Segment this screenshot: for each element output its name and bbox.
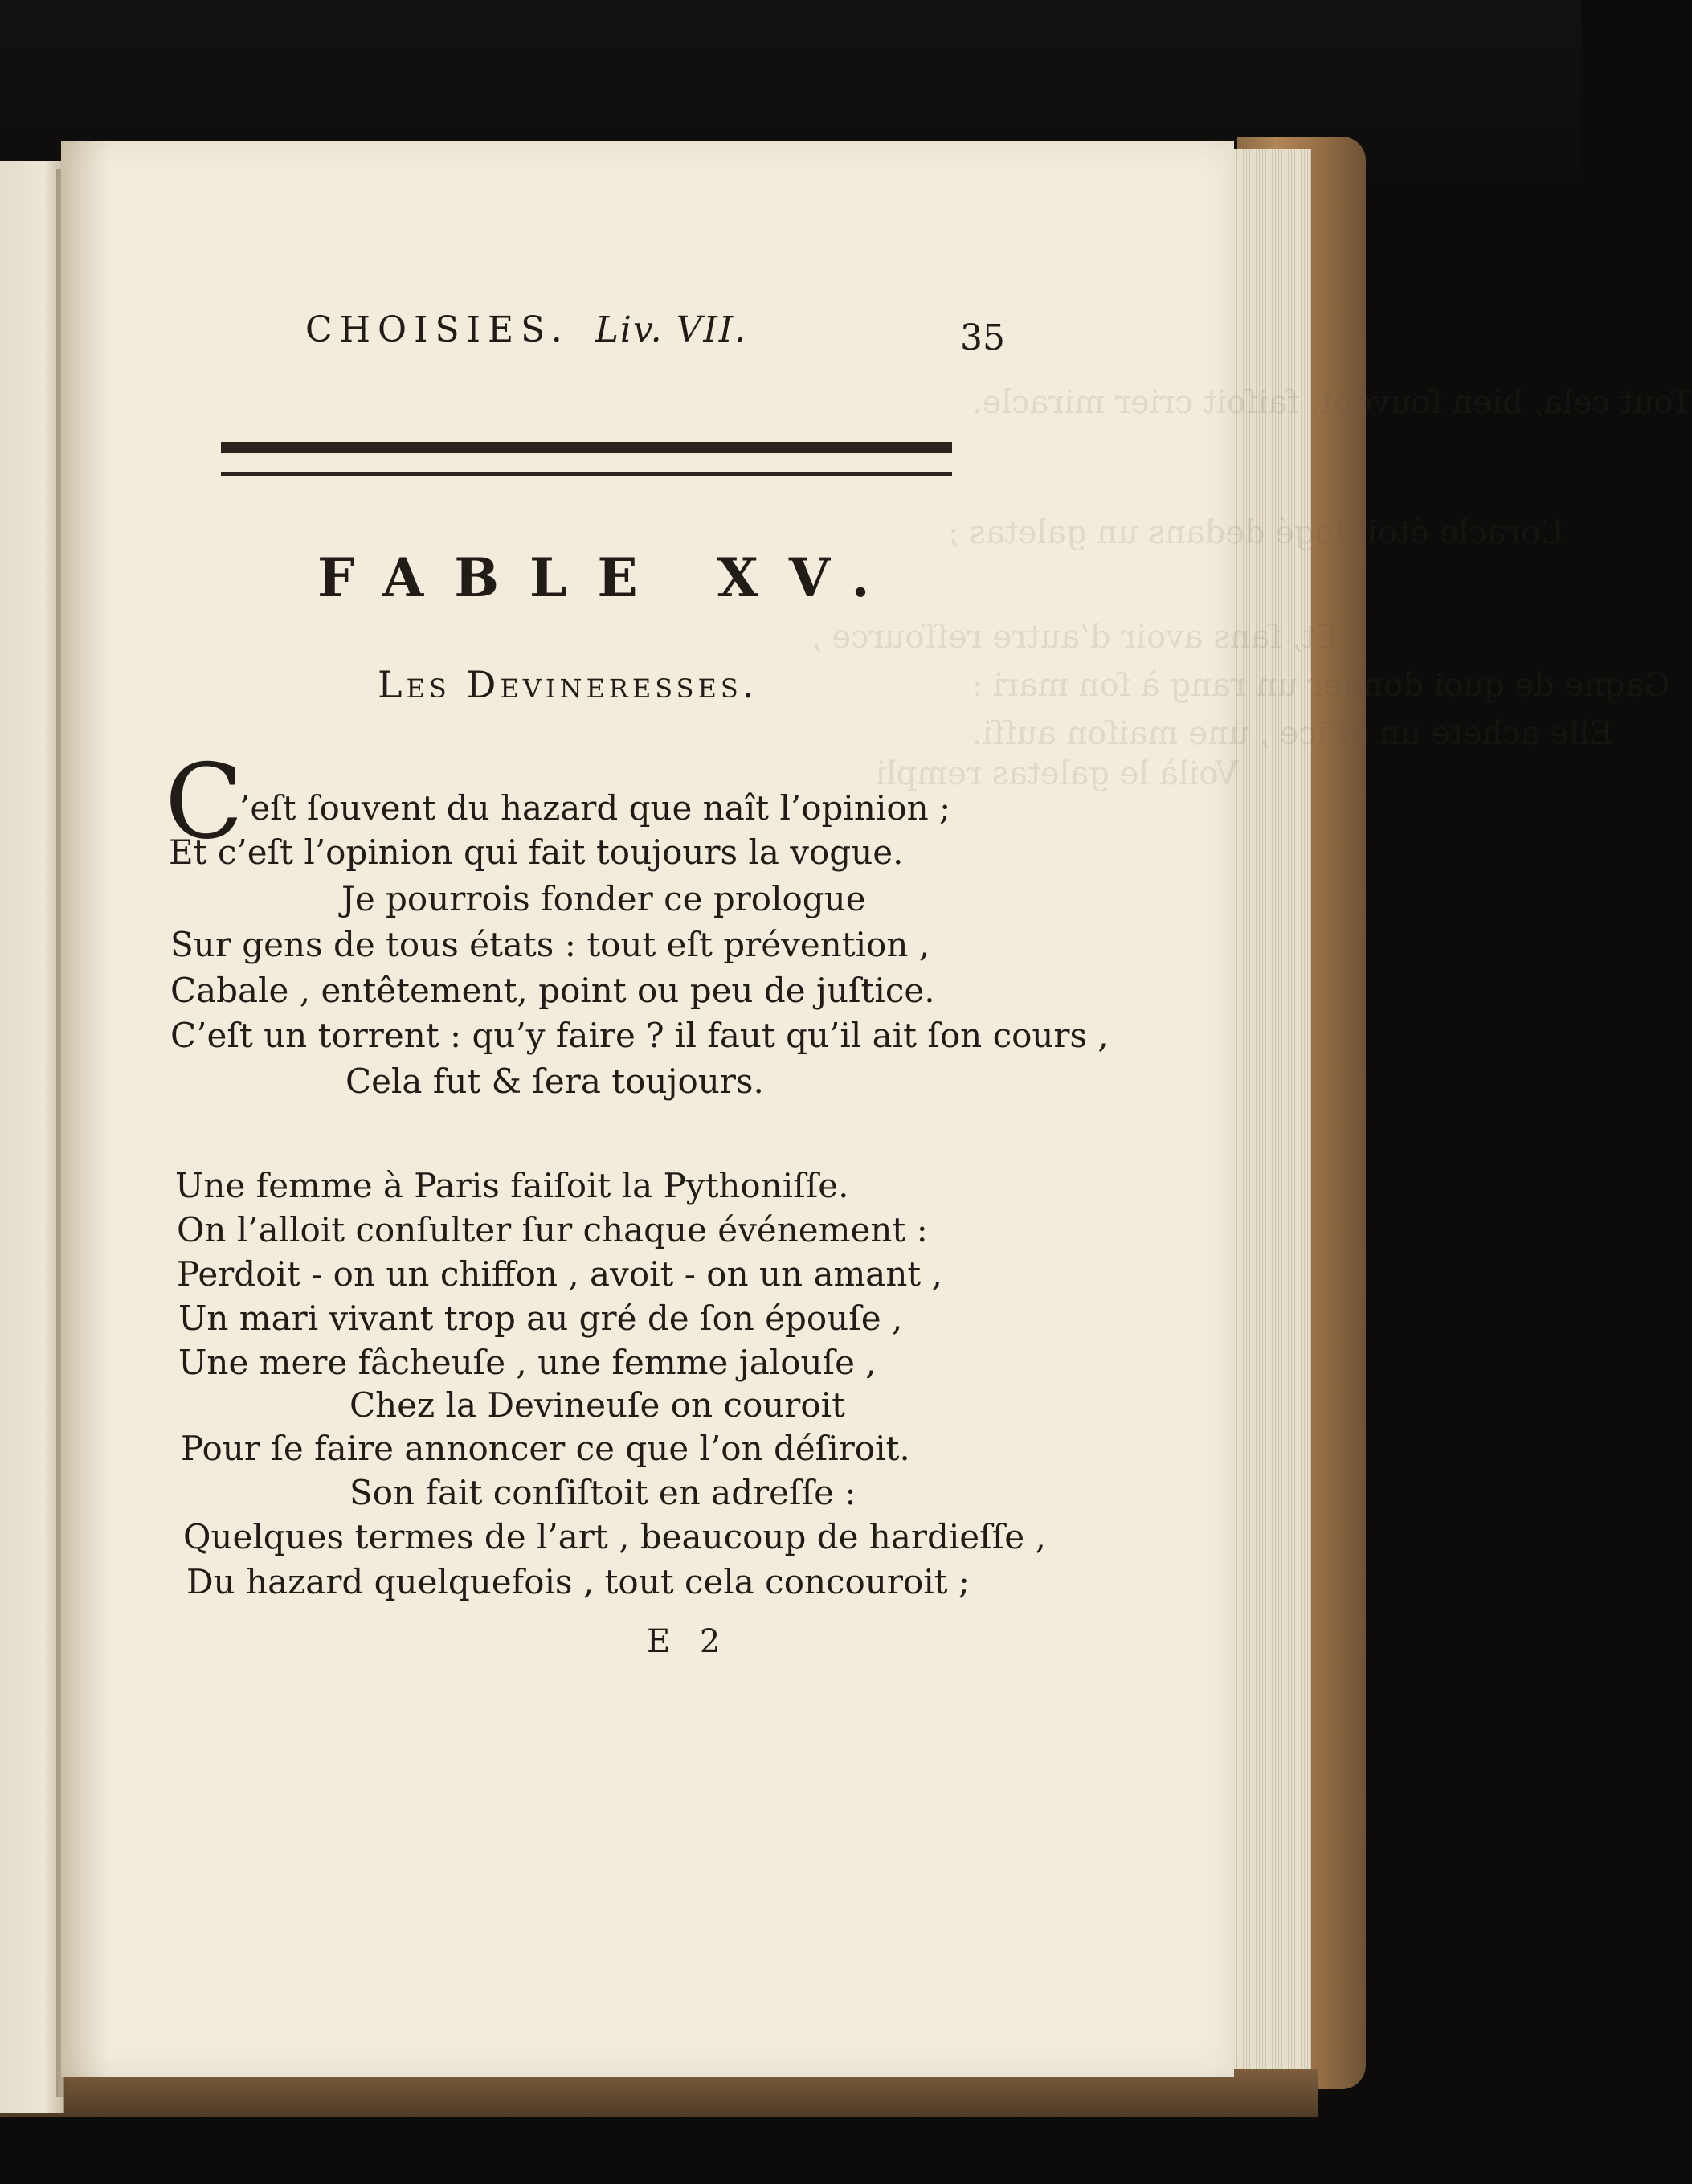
book-page (61, 141, 1234, 2077)
show-through-line: Et, ſans avoir d’autre reſſource , (811, 619, 1338, 656)
running-head (305, 309, 747, 350)
poem-line: Chez la Devineuſe on couroit (349, 1385, 845, 1425)
poem-line: Cela fut & ſera toujours. (345, 1061, 764, 1101)
fable-subtitle: Les Devineresses. (378, 663, 758, 706)
poem-line: C’eſt un torrent : qu’y faire ? il faut qu’il ait ſon cours , (170, 1016, 1109, 1055)
ornamental-rule (221, 442, 952, 453)
poem-line: Quelques termes de l’art , beaucoup de hardieſſe , (183, 1517, 1046, 1556)
poem-line: Cabale , entêtement, point ou peu de juſtice. (170, 971, 935, 1010)
show-through-line: Elle achete un office , une maiſon auſſi. (972, 715, 1613, 752)
show-through-line: Voilà le galetas rempli (876, 755, 1239, 792)
poem-line: Je pourrois fonder ce prologue (341, 879, 866, 918)
running-head-title: CHOISIES. (305, 309, 570, 350)
thin-rule (221, 472, 952, 476)
page-number: 35 (960, 317, 1005, 358)
signature-mark: E 2 (647, 1623, 730, 1660)
show-through-line: L’oracle étoit logé dedans un galetas ; (948, 514, 1565, 551)
poem-line: Une femme à Paris faiſoit la Pythoniſſe. (175, 1166, 849, 1205)
poem-line: Perdoit - on un chiffon , avoit - on un amant , (177, 1254, 942, 1294)
poem-line: Sur gens de tous états : tout eſt prévention , (170, 925, 930, 964)
left-page-edge (0, 161, 64, 2113)
page-block-edges (1229, 149, 1311, 2077)
poem-line: Pour ſe faire annoncer ce que l’on déſiroit. (181, 1429, 910, 1468)
poem-line: Un mari vivant trop au gré de ſon épouſe , (178, 1299, 903, 1338)
poem-line: Et c’eſt l’opinion qui fait toujours la vogue. (169, 832, 904, 872)
page-gutter-shade (61, 141, 109, 2077)
show-through-line: Gagne de quoi donner un rang à ſon mari : (972, 667, 1670, 704)
show-through-line: Tout cela, bien ſouvent, faiſoit crier miracle. (972, 384, 1692, 421)
poem-line: On l’alloit conſulter ſur chaque événement : (177, 1210, 928, 1249)
poem-line: Son fait conſiſtoit en adreſſe : (349, 1473, 856, 1512)
fable-title: FABLE XV. (317, 546, 901, 609)
running-head-book: Liv. VII. (595, 309, 748, 350)
poem-line: ’eſt ſouvent du hazard que naît l’opinion ; (239, 788, 951, 828)
poem-line: Une mere fâcheuſe , une femme jalouſe , (178, 1343, 877, 1382)
drop-cap: C (165, 742, 243, 862)
poem-line: Du hazard quelquefois , tout cela concouroit ; (186, 1562, 971, 1601)
